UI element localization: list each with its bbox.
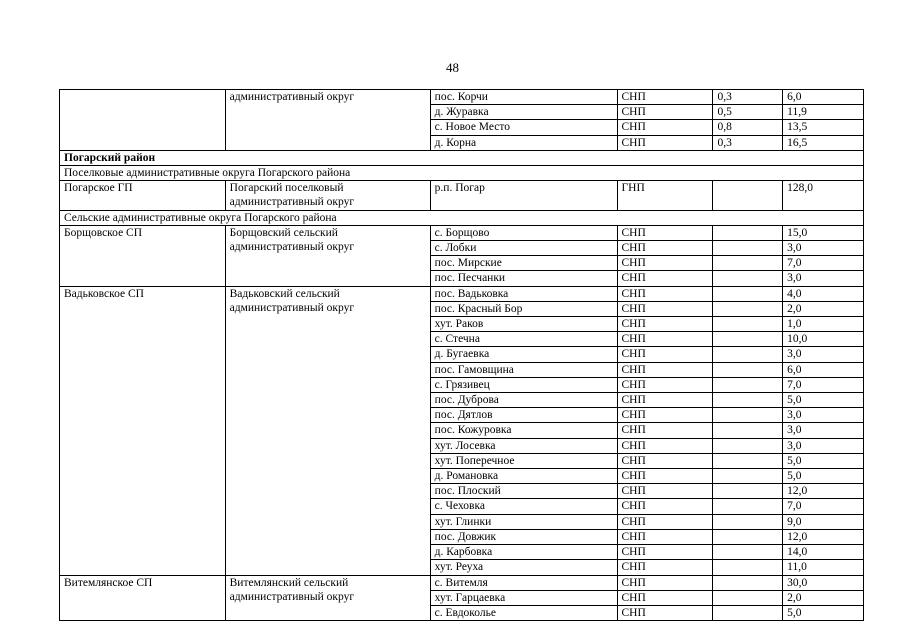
place-cell: с. Грязивец bbox=[430, 377, 617, 392]
okrug-cell bbox=[225, 286, 430, 575]
value-b-cell: 1,0 bbox=[783, 317, 864, 332]
type-cell: СНП bbox=[617, 286, 713, 301]
section-row bbox=[60, 210, 864, 225]
value-b-cell: 11,0 bbox=[783, 560, 864, 575]
unit-cell: Витемлянское СП bbox=[60, 575, 226, 621]
value-b-cell: 4,0 bbox=[783, 286, 864, 301]
value-a-cell bbox=[713, 181, 783, 210]
type-cell: СНП bbox=[617, 499, 713, 514]
value-b-cell: 15,0 bbox=[783, 225, 864, 240]
type-cell: СНП bbox=[617, 105, 713, 120]
type-cell: СНП bbox=[617, 256, 713, 271]
table-row bbox=[60, 225, 864, 240]
value-a-cell bbox=[713, 286, 783, 301]
value-a-cell bbox=[713, 545, 783, 560]
okrug-line: административный округ bbox=[229, 241, 355, 254]
place-cell: пос. Песчанки bbox=[430, 271, 617, 286]
place-cell: хут. Глинки bbox=[430, 514, 617, 529]
value-b-cell: 9,0 bbox=[783, 514, 864, 529]
unit-cell: Вадьковское СП bbox=[60, 286, 226, 575]
type-cell: СНП bbox=[617, 393, 713, 408]
value-a-cell bbox=[713, 499, 783, 514]
value-a-cell bbox=[713, 225, 783, 240]
value-b-cell: 30,0 bbox=[783, 575, 864, 590]
type-cell: СНП bbox=[617, 408, 713, 423]
okrug-line: административный округ bbox=[229, 590, 355, 603]
settlements-table bbox=[59, 89, 864, 621]
rural-okrugs-header: Сельские административные округа Погарского района bbox=[60, 210, 864, 225]
type-cell: СНП bbox=[617, 241, 713, 256]
value-a-cell: 0,3 bbox=[713, 90, 783, 105]
type-cell: ГНП bbox=[617, 181, 713, 210]
place-cell: с. Стечна bbox=[430, 332, 617, 347]
place-cell: хут. Гарцаевка bbox=[430, 590, 617, 605]
table-row bbox=[60, 286, 864, 301]
type-cell: СНП bbox=[617, 120, 713, 135]
value-a-cell bbox=[713, 317, 783, 332]
okrug-line: административный округ bbox=[229, 196, 355, 209]
type-cell: СНП bbox=[617, 575, 713, 590]
okrug-line: Борщовский сельский bbox=[229, 226, 338, 239]
page-number: 48 bbox=[446, 60, 459, 75]
type-cell: СНП bbox=[617, 590, 713, 605]
value-b-cell: 7,0 bbox=[783, 256, 864, 271]
value-b-cell: 14,0 bbox=[783, 545, 864, 560]
value-a-cell bbox=[713, 453, 783, 468]
type-cell: СНП bbox=[617, 225, 713, 240]
value-a-cell bbox=[713, 362, 783, 377]
place-cell: хут. Поперечное bbox=[430, 453, 617, 468]
place-cell: с. Чеховка bbox=[430, 499, 617, 514]
district-row bbox=[60, 150, 864, 165]
value-b-cell: 3,0 bbox=[783, 271, 864, 286]
value-b-cell: 128,0 bbox=[783, 181, 864, 210]
unit-cell bbox=[60, 90, 226, 151]
value-a-cell bbox=[713, 529, 783, 544]
value-a-cell: 0,5 bbox=[713, 105, 783, 120]
type-cell: СНП bbox=[617, 332, 713, 347]
value-b-cell: 6,0 bbox=[783, 362, 864, 377]
okrug-line: Вадьковский сельский bbox=[229, 287, 340, 300]
value-a-cell bbox=[713, 347, 783, 362]
type-cell: СНП bbox=[617, 377, 713, 392]
type-cell: СНП bbox=[617, 347, 713, 362]
place-cell: с. Лобки bbox=[430, 241, 617, 256]
value-b-cell: 12,0 bbox=[783, 529, 864, 544]
type-cell: СНП bbox=[617, 560, 713, 575]
place-cell: пос. Довжик bbox=[430, 529, 617, 544]
place-cell: с. Витемля bbox=[430, 575, 617, 590]
value-b-cell: 13,5 bbox=[783, 120, 864, 135]
table-row bbox=[60, 181, 864, 210]
value-a-cell bbox=[713, 301, 783, 316]
okrug-cell: административный округ bbox=[225, 90, 430, 151]
okrug-cell bbox=[225, 225, 430, 286]
value-a-cell: 0,3 bbox=[713, 135, 783, 150]
okrug-line: Витемлянский сельский bbox=[229, 576, 349, 589]
value-b-cell: 5,0 bbox=[783, 469, 864, 484]
type-cell: СНП bbox=[617, 90, 713, 105]
type-cell: СНП bbox=[617, 317, 713, 332]
place-cell: д. Бугаевка bbox=[430, 347, 617, 362]
place-cell: р.п. Погар bbox=[430, 181, 617, 210]
place-cell: хут. Реуха bbox=[430, 560, 617, 575]
value-b-cell: 3,0 bbox=[783, 423, 864, 438]
value-b-cell: 16,5 bbox=[783, 135, 864, 150]
type-cell: СНП bbox=[617, 423, 713, 438]
district-title: Погарский район bbox=[60, 150, 864, 165]
value-a-cell bbox=[713, 241, 783, 256]
place-cell: д. Карбовка bbox=[430, 545, 617, 560]
place-cell: с. Новое Место bbox=[430, 120, 617, 135]
value-a-cell bbox=[713, 393, 783, 408]
value-b-cell: 11,9 bbox=[783, 105, 864, 120]
value-b-cell: 3,0 bbox=[783, 438, 864, 453]
type-cell: СНП bbox=[617, 362, 713, 377]
table-row bbox=[60, 575, 864, 590]
value-b-cell: 5,0 bbox=[783, 605, 864, 620]
value-b-cell: 5,0 bbox=[783, 453, 864, 468]
value-a-cell bbox=[713, 484, 783, 499]
value-a-cell bbox=[713, 256, 783, 271]
okrug-cell bbox=[225, 575, 430, 621]
value-a-cell bbox=[713, 605, 783, 620]
place-cell: д. Корна bbox=[430, 135, 617, 150]
type-cell: СНП bbox=[617, 271, 713, 286]
place-cell: хут. Раков bbox=[430, 317, 617, 332]
place-cell: пос. Корчи bbox=[430, 90, 617, 105]
place-cell: пос. Вадьковка bbox=[430, 286, 617, 301]
value-a-cell bbox=[713, 423, 783, 438]
value-a-cell bbox=[713, 332, 783, 347]
value-b-cell: 6,0 bbox=[783, 90, 864, 105]
value-b-cell: 5,0 bbox=[783, 393, 864, 408]
section-row bbox=[60, 166, 864, 181]
unit-cell: Борщовское СП bbox=[60, 225, 226, 286]
unit-cell: Погарское ГП bbox=[60, 181, 226, 210]
type-cell: СНП bbox=[617, 301, 713, 316]
place-cell: с. Евдоколье bbox=[430, 605, 617, 620]
place-cell: д. Романовка bbox=[430, 469, 617, 484]
value-b-cell: 3,0 bbox=[783, 241, 864, 256]
value-a-cell: 0,8 bbox=[713, 120, 783, 135]
type-cell: СНП bbox=[617, 469, 713, 484]
place-cell: пос. Кожуровка bbox=[430, 423, 617, 438]
value-a-cell bbox=[713, 575, 783, 590]
type-cell: СНП bbox=[617, 514, 713, 529]
type-cell: СНП bbox=[617, 529, 713, 544]
value-b-cell: 2,0 bbox=[783, 301, 864, 316]
value-a-cell bbox=[713, 438, 783, 453]
value-a-cell bbox=[713, 514, 783, 529]
place-cell: пос. Мирские bbox=[430, 256, 617, 271]
okrug-cell bbox=[225, 181, 430, 210]
value-a-cell bbox=[713, 560, 783, 575]
value-b-cell: 7,0 bbox=[783, 377, 864, 392]
value-b-cell: 2,0 bbox=[783, 590, 864, 605]
place-cell: пос. Плоский bbox=[430, 484, 617, 499]
okrug-line: Погарский поселковый bbox=[229, 182, 344, 195]
type-cell: СНП bbox=[617, 453, 713, 468]
value-a-cell bbox=[713, 590, 783, 605]
place-cell: пос. Гамовщина bbox=[430, 362, 617, 377]
value-b-cell: 7,0 bbox=[783, 499, 864, 514]
type-cell: СНП bbox=[617, 484, 713, 499]
type-cell: СНП bbox=[617, 438, 713, 453]
value-a-cell bbox=[713, 469, 783, 484]
value-b-cell: 10,0 bbox=[783, 332, 864, 347]
value-b-cell: 12,0 bbox=[783, 484, 864, 499]
value-a-cell bbox=[713, 408, 783, 423]
place-cell: пос. Дятлов bbox=[430, 408, 617, 423]
type-cell: СНП bbox=[617, 135, 713, 150]
place-cell: хут. Лосевка bbox=[430, 438, 617, 453]
value-b-cell: 3,0 bbox=[783, 347, 864, 362]
okrug-line: административный округ bbox=[229, 301, 355, 314]
place-cell: с. Борщово bbox=[430, 225, 617, 240]
place-cell: д. Журавка bbox=[430, 105, 617, 120]
place-cell: пос. Дуброва bbox=[430, 393, 617, 408]
value-a-cell bbox=[713, 271, 783, 286]
value-a-cell bbox=[713, 377, 783, 392]
type-cell: СНП bbox=[617, 605, 713, 620]
value-b-cell: 3,0 bbox=[783, 408, 864, 423]
settlement-okrugs-header: Поселковые административные округа Погарского района bbox=[60, 166, 864, 181]
place-cell: пос. Красный Бор bbox=[430, 301, 617, 316]
type-cell: СНП bbox=[617, 545, 713, 560]
table-row bbox=[60, 90, 864, 105]
